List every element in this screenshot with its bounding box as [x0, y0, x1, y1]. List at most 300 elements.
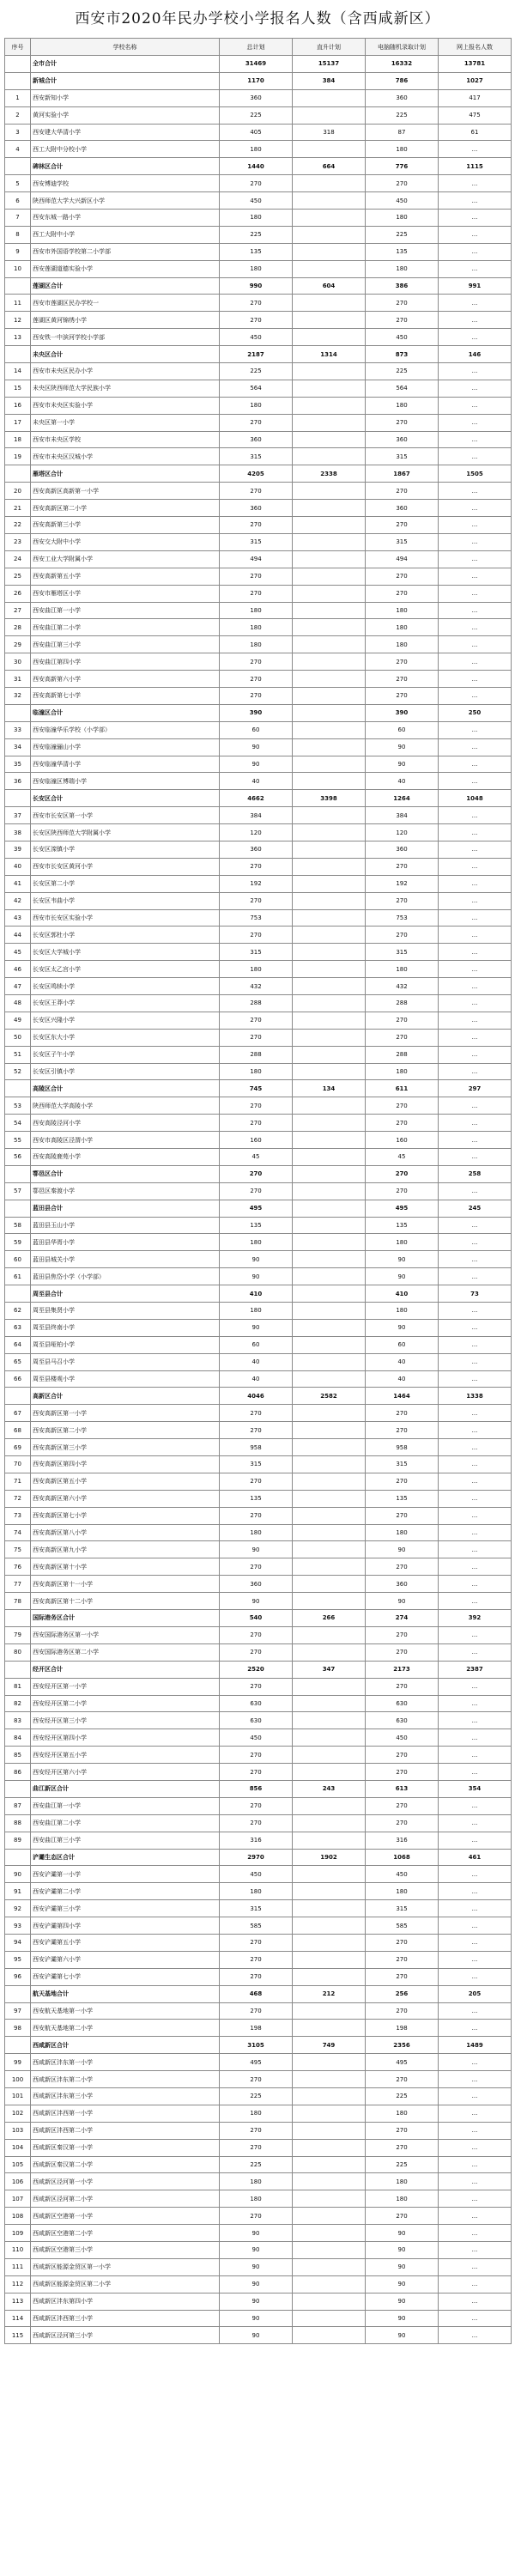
table-row [5, 1576, 512, 1593]
school-name-cell: 西咸新区沣东第一小学 [31, 2054, 220, 2071]
direct-plan-cell: 664 [293, 158, 366, 175]
online-applicants-cell: ... [439, 1353, 512, 1370]
lottery-plan-cell: 270 [366, 1405, 439, 1422]
row-index-cell: 100 [5, 2071, 31, 2088]
table-row [5, 1490, 512, 1507]
direct-plan-cell [293, 483, 366, 500]
total-plan-cell: 450 [220, 1866, 293, 1883]
row-index-cell: 71 [5, 1473, 31, 1490]
lottery-plan-cell: 90 [366, 2258, 439, 2275]
lottery-plan-cell: 786 [366, 72, 439, 89]
school-name-cell: 蓝田县华胥小学 [31, 1234, 220, 1251]
row-index-cell: 35 [5, 756, 31, 773]
row-index-cell [5, 1985, 31, 2002]
school-name-cell: 西咸新区合计 [31, 2037, 220, 2054]
online-applicants-cell: 146 [439, 346, 512, 363]
table-row [5, 295, 512, 312]
direct-plan-cell [293, 944, 366, 961]
online-applicants-cell: ... [439, 533, 512, 550]
online-applicants-cell: ... [439, 1097, 512, 1115]
direct-plan-cell [293, 1182, 366, 1200]
row-index-cell: 96 [5, 1968, 31, 1985]
row-index-cell: 37 [5, 807, 31, 824]
table-row [5, 1797, 512, 1814]
total-plan-cell: 270 [220, 2071, 293, 2088]
total-plan-cell: 135 [220, 1217, 293, 1234]
lottery-plan-cell: 630 [366, 1695, 439, 1712]
direct-plan-cell [293, 89, 366, 106]
row-index-cell: 63 [5, 1319, 31, 1336]
direct-plan-cell [293, 260, 366, 277]
row-index-cell [5, 1165, 31, 1182]
school-name-cell: 周至县集贤小学 [31, 1303, 220, 1320]
total-plan-cell: 90 [220, 1268, 293, 1285]
table-row [5, 773, 512, 790]
online-applicants-cell: 392 [439, 1610, 512, 1627]
row-index-cell: 111 [5, 2258, 31, 2275]
total-plan-cell: 360 [220, 89, 293, 106]
row-index-cell: 65 [5, 1353, 31, 1370]
lottery-plan-cell: 135 [366, 1490, 439, 1507]
school-name-cell: 西安高新区高新第一小学 [31, 483, 220, 500]
header-online-applicants: 网上报名人数 [439, 39, 512, 56]
online-applicants-cell: ... [439, 1712, 512, 1729]
lottery-plan-cell: 270 [366, 1422, 439, 1439]
total-plan-cell: 90 [220, 2327, 293, 2344]
direct-plan-cell [293, 1319, 366, 1336]
school-name-cell: 未央区第一小学 [31, 414, 220, 431]
table-row [5, 1593, 512, 1610]
total-plan-cell: 270 [220, 1405, 293, 1422]
total-plan-cell: 270 [220, 2139, 293, 2156]
table-row [5, 1524, 512, 1541]
row-index-cell: 74 [5, 1524, 31, 1541]
table-row [5, 2208, 512, 2225]
table-row [5, 653, 512, 671]
online-applicants-cell: ... [439, 1217, 512, 1234]
lottery-plan-cell: 270 [366, 1558, 439, 1576]
school-name-cell: 西安东城一路小学 [31, 210, 220, 227]
direct-plan-cell [293, 106, 366, 124]
subtotal-row [5, 72, 512, 89]
total-plan-cell: 270 [220, 892, 293, 909]
lottery-plan-cell: 180 [366, 1303, 439, 1320]
total-plan-cell: 270 [220, 1182, 293, 1200]
online-applicants-cell: ... [439, 1063, 512, 1080]
school-name-cell: 临潼区合计 [31, 704, 220, 721]
direct-plan-cell: 1902 [293, 1849, 366, 1866]
table-row [5, 1883, 512, 1900]
direct-plan-cell [293, 1626, 366, 1643]
subtotal-row [5, 704, 512, 721]
table-row [5, 1182, 512, 1200]
total-plan-cell: 180 [220, 1063, 293, 1080]
lottery-plan-cell: 288 [366, 994, 439, 1012]
row-index-cell: 94 [5, 1934, 31, 1951]
school-name-cell: 西咸新区泾河第三小学 [31, 2327, 220, 2344]
row-index-cell: 4 [5, 141, 31, 158]
school-name-cell: 西咸新区沣西第二小学 [31, 2122, 220, 2139]
online-applicants-cell: ... [439, 1934, 512, 1951]
table-row [5, 961, 512, 978]
total-plan-cell: 180 [220, 636, 293, 653]
direct-plan-cell [293, 1764, 366, 1781]
lottery-plan-cell: 288 [366, 1046, 439, 1063]
lottery-plan-cell: 180 [366, 260, 439, 277]
lottery-plan-cell: 90 [366, 2242, 439, 2259]
lottery-plan-cell: 40 [366, 1353, 439, 1370]
total-plan-cell: 432 [220, 978, 293, 995]
online-applicants-cell: 250 [439, 704, 512, 721]
row-index-cell: 95 [5, 1951, 31, 1968]
lottery-plan-cell: 270 [366, 2002, 439, 2020]
direct-plan-cell [293, 2327, 366, 2344]
table-row [5, 1558, 512, 1576]
table-row [5, 944, 512, 961]
direct-plan-cell [293, 431, 366, 448]
online-applicants-cell: ... [439, 1643, 512, 1661]
lottery-plan-cell: 60 [366, 721, 439, 738]
row-index-cell: 110 [5, 2242, 31, 2259]
total-plan-cell: 90 [220, 1541, 293, 1558]
subtotal-row [5, 158, 512, 175]
online-applicants-cell: ... [439, 1626, 512, 1643]
lottery-plan-cell: 90 [366, 2293, 439, 2310]
lottery-plan-cell: 494 [366, 550, 439, 568]
total-plan-cell: 270 [220, 1764, 293, 1781]
online-applicants-cell: ... [439, 175, 512, 192]
lottery-plan-cell: 1068 [366, 1849, 439, 1866]
table-row [5, 550, 512, 568]
total-plan-cell: 90 [220, 1251, 293, 1268]
school-name-cell: 周至县哑柏小学 [31, 1336, 220, 1353]
subtotal-row [5, 1080, 512, 1097]
direct-plan-cell [293, 892, 366, 909]
row-index-cell: 87 [5, 1797, 31, 1814]
table-row [5, 1473, 512, 1490]
online-applicants-cell: 1048 [439, 790, 512, 807]
total-plan-cell: 270 [220, 671, 293, 688]
lottery-plan-cell: 270 [366, 927, 439, 944]
online-applicants-cell: ... [439, 1422, 512, 1439]
table-row [5, 1678, 512, 1695]
total-plan-cell: 90 [220, 1319, 293, 1336]
school-name-cell: 西安高新第七小学 [31, 687, 220, 704]
table-row [5, 2173, 512, 2190]
school-name-cell: 西安市长安区实验小学 [31, 909, 220, 927]
lottery-plan-cell: 90 [366, 1319, 439, 1336]
online-applicants-cell: ... [439, 1012, 512, 1029]
total-plan-cell: 494 [220, 550, 293, 568]
lottery-plan-cell: 45 [366, 1149, 439, 1166]
lottery-plan-cell: 776 [366, 158, 439, 175]
table-row [5, 329, 512, 346]
direct-plan-cell: 212 [293, 1985, 366, 2002]
row-index-cell: 58 [5, 1217, 31, 1234]
table-row [5, 1507, 512, 1524]
lottery-plan-cell: 270 [366, 2071, 439, 2088]
total-plan-cell: 270 [220, 1165, 293, 1182]
total-plan-cell: 495 [220, 2054, 293, 2071]
table-row [5, 756, 512, 773]
subtotal-row [5, 790, 512, 807]
row-index-cell: 39 [5, 841, 31, 858]
row-index-cell: 25 [5, 568, 31, 585]
row-index-cell: 46 [5, 961, 31, 978]
school-name-cell: 西安新知小学 [31, 89, 220, 106]
lottery-plan-cell: 40 [366, 1370, 439, 1388]
direct-plan-cell [293, 533, 366, 550]
lottery-plan-cell: 270 [366, 1029, 439, 1046]
lottery-plan-cell: 450 [366, 1866, 439, 1883]
total-plan-cell: 135 [220, 243, 293, 260]
direct-plan-cell [293, 841, 366, 858]
direct-plan-cell [293, 1934, 366, 1951]
lottery-plan-cell: 120 [366, 824, 439, 841]
online-applicants-cell: ... [439, 2122, 512, 2139]
school-name-cell: 西安经开区第三小学 [31, 1712, 220, 1729]
direct-plan-cell [293, 2190, 366, 2208]
total-plan-cell: 270 [220, 1558, 293, 1576]
total-plan-cell: 315 [220, 944, 293, 961]
online-applicants-cell: ... [439, 773, 512, 790]
online-applicants-cell: ... [439, 312, 512, 329]
total-plan-cell: 90 [220, 1593, 293, 1610]
header-school-name: 学校名称 [31, 39, 220, 56]
direct-plan-cell [293, 978, 366, 995]
total-plan-cell: 270 [220, 1097, 293, 1115]
row-index-cell [5, 72, 31, 89]
online-applicants-cell: ... [439, 2054, 512, 2071]
row-index-cell: 114 [5, 2310, 31, 2327]
school-name-cell: 西安高新区第十一小学 [31, 1576, 220, 1593]
row-index-cell [5, 1388, 31, 1405]
school-name-cell: 西安浐灞第二小学 [31, 1883, 220, 1900]
direct-plan-cell [293, 994, 366, 1012]
online-applicants-cell: ... [439, 210, 512, 227]
row-index-cell: 82 [5, 1695, 31, 1712]
total-plan-cell: 180 [220, 1303, 293, 1320]
total-plan-cell: 45 [220, 1149, 293, 1166]
total-plan-cell: 90 [220, 2242, 293, 2259]
table-row [5, 141, 512, 158]
total-plan-cell: 270 [220, 1507, 293, 1524]
online-applicants-cell: ... [439, 1132, 512, 1149]
school-name-cell: 西安浐灞第五小学 [31, 1934, 220, 1951]
lottery-plan-cell: 90 [366, 756, 439, 773]
school-name-cell: 蓝田县城关小学 [31, 1251, 220, 1268]
row-index-cell: 55 [5, 1132, 31, 1149]
school-name-cell: 西安临潼华乐学校（小学部） [31, 721, 220, 738]
table-row [5, 2071, 512, 2088]
online-applicants-cell: ... [439, 1729, 512, 1747]
direct-plan-cell [293, 824, 366, 841]
total-plan-cell: 90 [220, 2293, 293, 2310]
direct-plan-cell [293, 704, 366, 721]
lottery-plan-cell: 270 [366, 295, 439, 312]
total-plan-cell: 225 [220, 106, 293, 124]
lottery-plan-cell: 180 [366, 2173, 439, 2190]
lottery-plan-cell: 270 [366, 517, 439, 534]
direct-plan-cell [293, 1405, 366, 1422]
online-applicants-cell: ... [439, 824, 512, 841]
row-index-cell: 40 [5, 858, 31, 875]
total-plan-cell: 180 [220, 1234, 293, 1251]
online-applicants-cell: ... [439, 1866, 512, 1883]
lottery-plan-cell: 90 [366, 2310, 439, 2327]
direct-plan-cell [293, 1541, 366, 1558]
subtotal-row [5, 1661, 512, 1678]
lottery-plan-cell: 180 [366, 1234, 439, 1251]
lottery-plan-cell: 270 [366, 312, 439, 329]
school-name-cell: 长安区滦镇小学 [31, 841, 220, 858]
row-index-cell: 17 [5, 414, 31, 431]
row-index-cell [5, 56, 31, 73]
row-index-cell [5, 277, 31, 295]
total-plan-cell: 270 [220, 687, 293, 704]
school-name-cell: 西安经开区第五小学 [31, 1747, 220, 1764]
row-index-cell [5, 346, 31, 363]
table-row [5, 1729, 512, 1747]
total-plan-cell: 270 [220, 1029, 293, 1046]
direct-plan-cell [293, 1832, 366, 1849]
school-name-cell: 西咸新区能源金贸区第一小学 [31, 2258, 220, 2275]
table-row [5, 721, 512, 738]
direct-plan-cell [293, 517, 366, 534]
school-name-cell: 西咸新区沣东第四小学 [31, 2293, 220, 2310]
row-index-cell: 67 [5, 1405, 31, 1422]
online-applicants-cell: ... [439, 1149, 512, 1166]
online-applicants-cell: ... [439, 2310, 512, 2327]
table-row [5, 2054, 512, 2071]
lottery-plan-cell: 410 [366, 1285, 439, 1303]
total-plan-cell: 405 [220, 124, 293, 141]
lottery-plan-cell: 585 [366, 1917, 439, 1935]
header-direct-plan: 直升计划 [293, 39, 366, 56]
direct-plan-cell [293, 636, 366, 653]
school-name-cell: 长安区韦曲小学 [31, 892, 220, 909]
school-name-cell: 西安经开区第四小学 [31, 1729, 220, 1747]
online-applicants-cell: ... [439, 994, 512, 1012]
row-index-cell: 52 [5, 1063, 31, 1080]
direct-plan-cell [293, 2002, 366, 2020]
online-applicants-cell: ... [439, 1558, 512, 1576]
table-row [5, 243, 512, 260]
row-index-cell: 75 [5, 1541, 31, 1558]
lottery-plan-cell: 270 [366, 2122, 439, 2139]
total-plan-cell: 180 [220, 1524, 293, 1541]
lottery-plan-cell: 270 [366, 1968, 439, 1985]
total-plan-cell: 40 [220, 773, 293, 790]
school-name-cell: 高陵区合计 [31, 1080, 220, 1097]
total-plan-cell: 450 [220, 329, 293, 346]
lottery-plan-cell: 270 [366, 568, 439, 585]
online-applicants-cell: ... [439, 2293, 512, 2310]
school-name-cell: 西安高新区第二小学 [31, 500, 220, 517]
lottery-plan-cell: 270 [366, 414, 439, 431]
direct-plan-cell [293, 1797, 366, 1814]
school-name-cell: 国际港务区合计 [31, 1610, 220, 1627]
total-plan-cell: 360 [220, 431, 293, 448]
school-name-cell: 西安市未央区学校 [31, 431, 220, 448]
lottery-plan-cell: 360 [366, 1576, 439, 1593]
total-plan-cell: 31469 [220, 56, 293, 73]
table-row [5, 312, 512, 329]
table-row [5, 1764, 512, 1781]
total-plan-cell: 270 [220, 295, 293, 312]
total-plan-cell: 180 [220, 619, 293, 636]
direct-plan-cell [293, 807, 366, 824]
total-plan-cell: 192 [220, 875, 293, 892]
school-name-cell: 西安浐灞第三小学 [31, 1900, 220, 1917]
direct-plan-cell [293, 1336, 366, 1353]
lottery-plan-cell: 270 [366, 1747, 439, 1764]
school-name-cell: 西安曲江第四小学 [31, 653, 220, 671]
row-index-cell: 97 [5, 2002, 31, 2020]
direct-plan-cell [293, 1900, 366, 1917]
online-applicants-cell: ... [439, 1832, 512, 1849]
total-plan-cell: 4205 [220, 465, 293, 483]
table-row [5, 2139, 512, 2156]
direct-plan-cell [293, 1814, 366, 1832]
lottery-plan-cell: 90 [366, 2275, 439, 2293]
online-applicants-cell: ... [439, 602, 512, 619]
direct-plan-cell [293, 602, 366, 619]
total-plan-cell: 90 [220, 2225, 293, 2242]
total-plan-cell: 390 [220, 704, 293, 721]
school-name-cell: 西安经开区第一小学 [31, 1678, 220, 1695]
row-index-cell: 98 [5, 2020, 31, 2037]
lottery-plan-cell: 315 [366, 944, 439, 961]
direct-plan-cell [293, 2208, 366, 2225]
row-index-cell: 43 [5, 909, 31, 927]
lottery-plan-cell: 180 [366, 1883, 439, 1900]
lottery-plan-cell: 180 [366, 602, 439, 619]
table-row [5, 500, 512, 517]
direct-plan-cell [293, 1029, 366, 1046]
school-name-cell: 曲江新区合计 [31, 1780, 220, 1797]
row-index-cell: 54 [5, 1115, 31, 1132]
school-name-cell: 西安国际港务区第一小学 [31, 1626, 220, 1643]
online-applicants-cell: 1489 [439, 2037, 512, 2054]
row-index-cell: 79 [5, 1626, 31, 1643]
table-row [5, 1149, 512, 1166]
row-index-cell [5, 1661, 31, 1678]
direct-plan-cell [293, 756, 366, 773]
row-index-cell [5, 1285, 31, 1303]
direct-plan-cell [293, 397, 366, 414]
direct-plan-cell [293, 961, 366, 978]
total-plan-cell: 540 [220, 1610, 293, 1627]
table-row [5, 2275, 512, 2293]
total-plan-cell: 270 [220, 1747, 293, 1764]
direct-plan-cell [293, 1200, 366, 1217]
lottery-plan-cell: 360 [366, 89, 439, 106]
row-index-cell [5, 1610, 31, 1627]
row-index-cell: 28 [5, 619, 31, 636]
table-row [5, 1251, 512, 1268]
online-applicants-cell: ... [439, 1029, 512, 1046]
lottery-plan-cell: 360 [366, 431, 439, 448]
direct-plan-cell [293, 1678, 366, 1695]
total-plan-cell: 120 [220, 824, 293, 841]
table-row [5, 2190, 512, 2208]
online-applicants-cell: ... [439, 807, 512, 824]
online-applicants-cell: ... [439, 1678, 512, 1695]
table-row [5, 2327, 512, 2344]
direct-plan-cell [293, 1268, 366, 1285]
table-row [5, 1866, 512, 1883]
